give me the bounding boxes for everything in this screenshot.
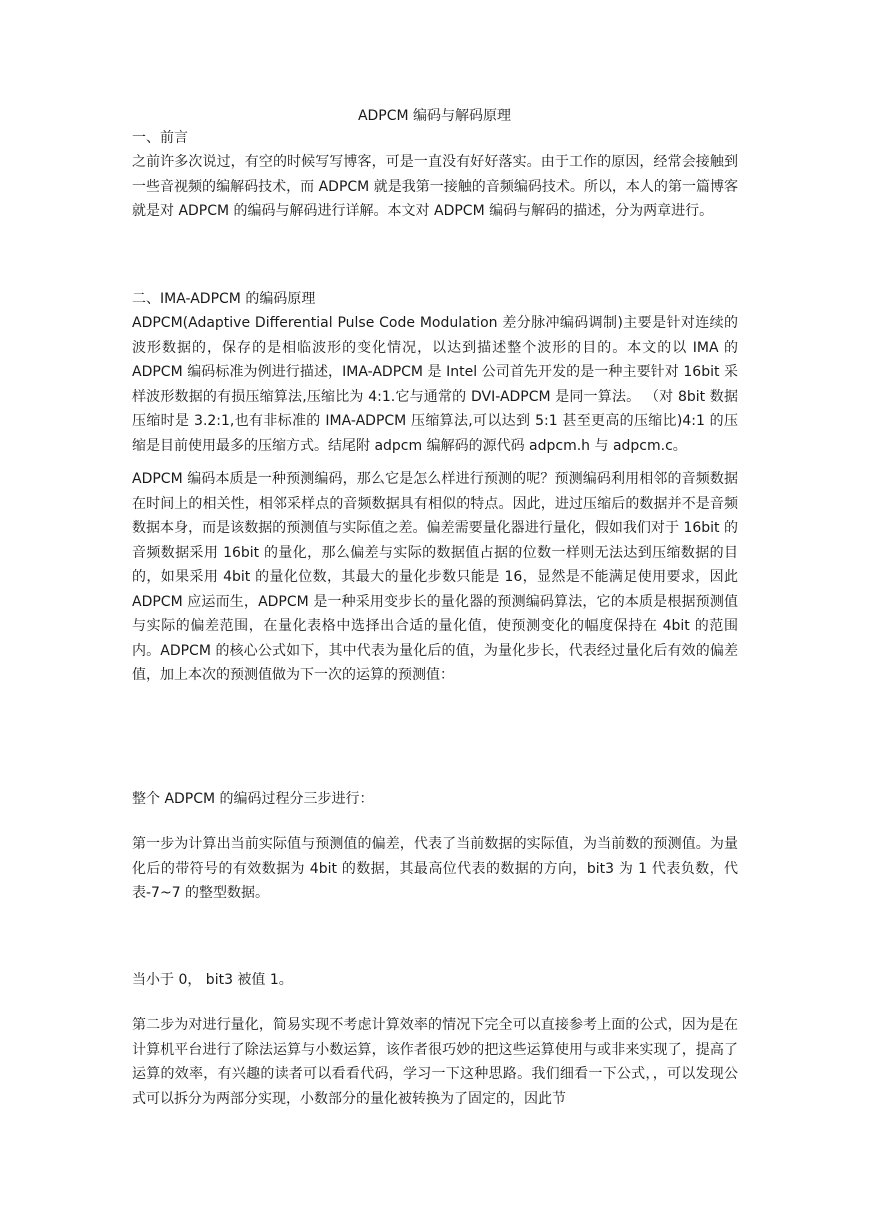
section-heading-encoding: 二、IMA-ADPCM 的编码原理 — [132, 291, 316, 307]
paragraph-adpcm-intro: ADPCM(Adaptive Differential Pulse Code Modulation 差分脉冲编码调制)主要是针对连续的波形数据的，保存的是相临波形的变化情况，以达到描述整个波形的目的。本文的以 IMA 的 ADPCM 编码标准为例进行描述，IMA-ADPCM 是 Intel 公司首先开发的是一种主要针对 16bit 采样波形数据的有损压缩算法,压缩比为 4:1.它与通常的 DVI-ADPCM 是同一算法。 （对 8bit 数据压缩时是 3.2:1,也有非标准的 IMA-ADPCM 压缩算法,可以达到 5:1 甚至更高的压缩比)4:1 的压缩是目前使用最多的压缩方式。结尾附 adpcm 编解码的源代码 adpcm.h 与 adpcm.c。 — [132, 315, 738, 454]
paragraph-block-step2 — [132, 1013, 738, 1111]
document-title: ADPCM 编码与解码原理 — [357, 108, 512, 124]
section-heading-preface: 一、前言 — [132, 130, 188, 146]
section-preface — [132, 126, 738, 224]
paragraph-step-two: 第二步为对进行量化，简易实现不考虑计算效率的情况下完全可以直接参考上面的公式，因为是在计算机平台进行了除法运算与小数运算，该作者很巧妙的把这些运算使用与或非来实现了，提高了运算的效率，有兴趣的读者可以看看代码，学习一下这种思路。我们细看一下公式，，可以发现公式可以拆分为两部分实现，小数部分的量化被转换为了固定的，因此节 — [132, 1017, 738, 1107]
paragraph-prediction: ADPCM 编码本质是一种预测编码，那么它是怎么样进行预测的呢？预测编码利用相邻的音频数据在时间上的相关性，相邻采样点的音频数据具有相似的特点。因此，进过压缩后的数据并不是音频数据本身，而是该数据的预测值与实际值之差。偏差需要量化器进行量化，假如我们对于 16bit 的音频数据采用 16bit 的量化，那么偏差与实际的数据值占据的位数一样则无法达到压缩数据的目的，如果采用 4bit 的量化位数，其最大的量化步数只能是 16，显然是不能满足使用要求，因此 ADPCM 应运而生，ADPCM 是一种采用变步长的量化器的预测编码算法，它的本质是根据预测值与实际的偏差范围，在量化表格中选择出合适的量化值，使预测变化的幅度保持在 4bit 的范围内。ADPCM 的核心公式如下，其中代表为量化后的值，为量化步长，代表经过量化后有效的偏差值，加上本次的预测值做为下一次的运算的预测值： — [132, 471, 738, 683]
paragraph-block-step1 — [132, 832, 738, 906]
paragraph-step-one: 第一步为计算出当前实际值与预测值的偏差，代表了当前数据的实际值，为当前数的预测值。为量化后的带符号的有效数据为 4bit 的数据，其最高位代表的数据的方向，bit3 为 1 代表负数，代表-7~7 的整型数据。 — [132, 836, 738, 901]
paragraph-block-prediction — [132, 467, 738, 688]
section-encoding-principle — [132, 287, 738, 458]
paragraph-bit3: 当小于 0， bit3 被值 1。 — [132, 972, 293, 988]
paragraph-block-steps — [132, 787, 738, 812]
paragraph-three-steps: 整个 ADPCM 的编码过程分三步进行： — [132, 791, 374, 807]
paragraph-block-bit3 — [132, 968, 738, 993]
paragraph-preface: 之前许多次说过，有空的时候写写博客，可是一直没有好好落实。由于工作的原因，经常会接触到一些音视频的编解码技术，而 ADPCM 就是我第一接触的音频编码技术。所以，本人的第一篇博客就是对 ADPCM 的编码与解码进行详解。本文对 ADPCM 编码与解码的描述，分为两章进行。 — [132, 154, 738, 219]
